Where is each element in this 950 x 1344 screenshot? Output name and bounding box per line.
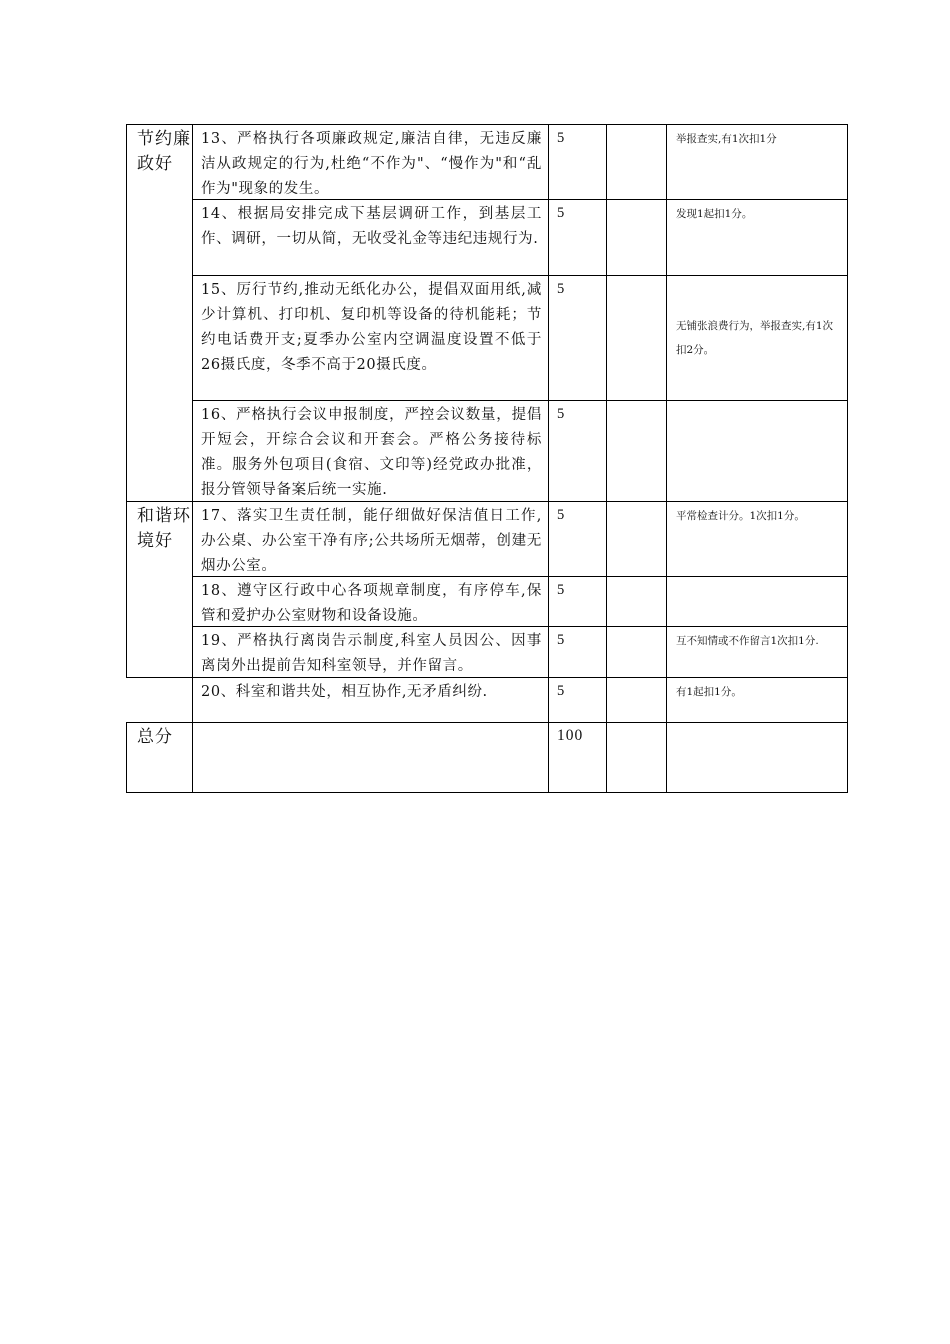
item-text: 20、科室和谐共处，相互协作,无矛盾纠纷.	[201, 684, 488, 700]
deduction-note	[667, 577, 847, 626]
actual-score-cell	[607, 502, 666, 576]
actual-score-cell	[607, 401, 666, 501]
deduction-note: 发现1起扣1分。	[676, 208, 753, 220]
category-cell: 和谐环境好	[137, 506, 191, 551]
deduction-note: 平常检查计分。1次扣1分。	[676, 510, 805, 522]
deduction-note: 举报查实,有1次扣1分	[676, 133, 777, 145]
total-score: 100	[557, 727, 584, 744]
rule	[126, 792, 848, 793]
deduction-note: 有1起扣1分。	[676, 686, 742, 698]
score-value: 5	[557, 632, 565, 648]
deduction-note: 无铺张浪费行为，举报查实,有1次扣2分。	[676, 320, 834, 356]
actual-score-cell	[607, 125, 666, 199]
score-value: 5	[557, 205, 565, 221]
item-text: 18、遵守区行政中心各项规章制度，有序停车,保管和爱护办公室财物和设备设施。	[201, 583, 542, 624]
item-text: 19、严格执行离岗告示制度,科室人员因公、因事离岗外出提前告知科室领导，并作留言。	[201, 633, 542, 674]
actual-score-cell	[607, 200, 666, 275]
item-text: 16、严格执行会议申报制度，严控会议数量，提倡开短会，开综合会议和开套会。严格公务接待标准。服务外包项目(食宿、文印等)经党政办批准，报分管领导备案后统一实施.	[201, 407, 542, 498]
score-value: 5	[557, 582, 565, 598]
item-text: 13、严格执行各项廉政规定,廉洁自律，无违反廉洁从政规定的行为,杜绝“不作为"、“慢作为"和“乱作为"现象的发生。	[201, 131, 542, 197]
assessment-table	[126, 124, 848, 794]
actual-score-cell	[607, 678, 666, 722]
item-text: 15、厉行节约,推动无纸化办公，提倡双面用纸,减少计算机、打印机、复印机等设备的待机能耗；节约电话费开支;夏季办公室内空调温度设置不低于26摄氏度，冬季不高于20摄氏度。	[201, 282, 542, 373]
score-value: 5	[557, 507, 565, 523]
score-value: 5	[557, 281, 565, 297]
score-value: 5	[557, 406, 565, 422]
actual-score-cell	[607, 627, 666, 677]
total-label: 总分	[137, 727, 173, 747]
actual-score-cell	[607, 276, 666, 400]
item-text: 17、落实卫生责任制，能仔细做好保洁值日工作,办公桌、办公室干净有序;公共场所无烟蒂，创建无烟办公室。	[201, 508, 542, 574]
category-cell: 节约廉政好	[137, 129, 191, 174]
actual-score-cell	[607, 577, 666, 626]
total-item-cell	[193, 723, 548, 792]
total-note-cell	[667, 723, 847, 792]
deduction-note: 互不知情或不作留言1次扣1分.	[676, 635, 819, 647]
total-actual-cell	[607, 723, 666, 792]
score-value: 5	[557, 683, 565, 699]
deduction-note	[667, 401, 847, 501]
rule	[847, 124, 848, 793]
item-text: 14、根据局安排完成下基层调研工作，到基层工作、调研，一切从简，无收受礼金等违纪违规行为.	[201, 206, 542, 247]
score-value: 5	[557, 130, 565, 146]
